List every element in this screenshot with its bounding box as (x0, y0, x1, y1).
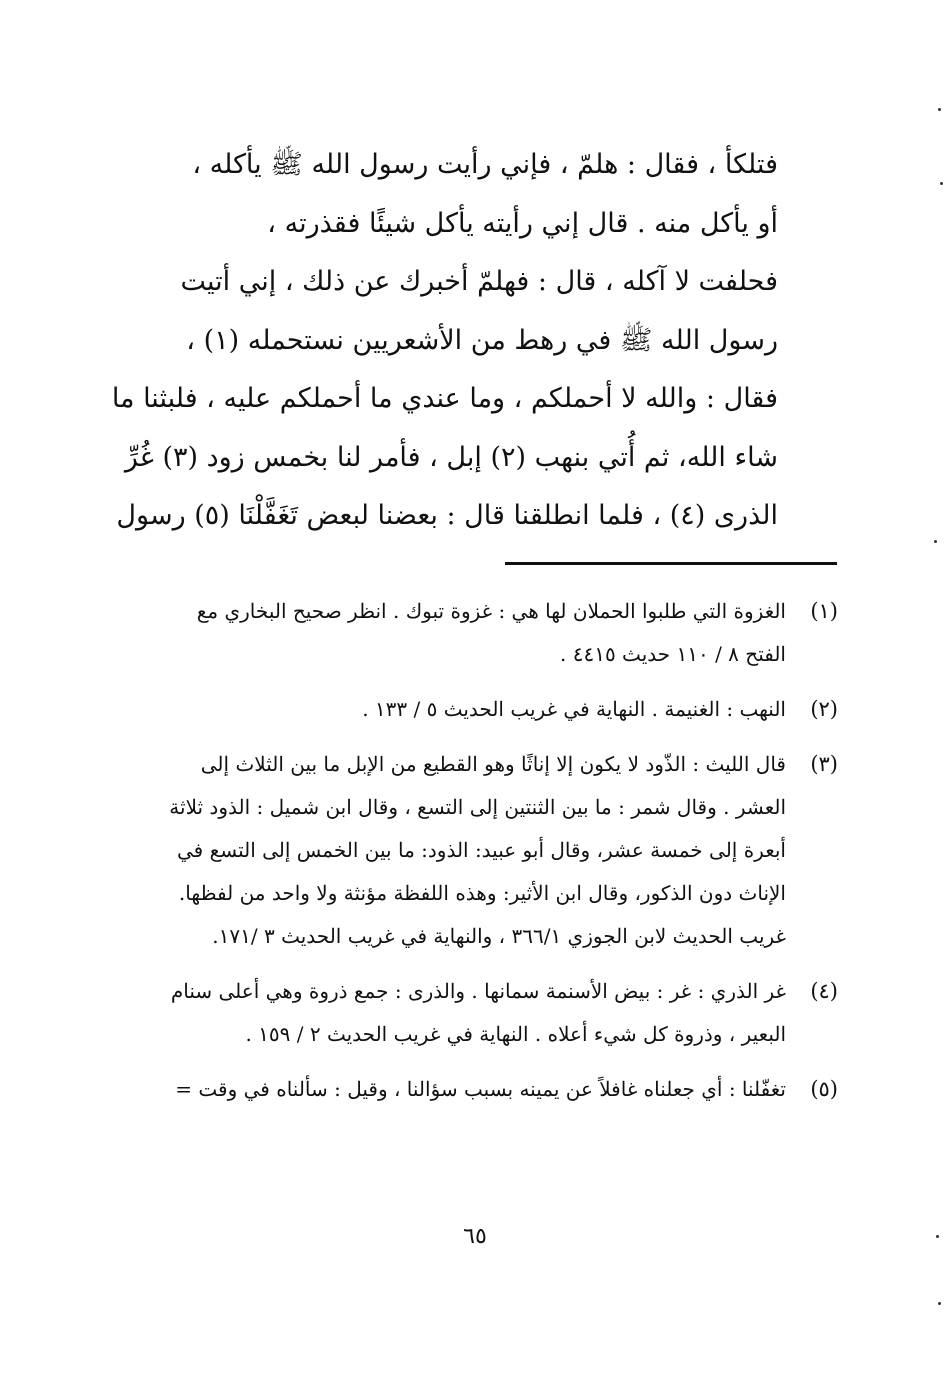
footnote-body (138, 1068, 786, 1111)
footnote-4 (138, 970, 838, 1056)
footnote-line: العشر . وقال شمر : ما بين الثنتين إلى التسع ، وقال ابن شميل : الذود ثلاثة (169, 795, 786, 819)
main-text-line: شاء الله، ثم أُتي بنهب (٢) إبل ، فأمر لنا بخمس زود (٣) غُرِّ (124, 441, 778, 473)
main-text-line: فحلفت لا آكله ، قال : فهلمّ أخبرك عن ذلك ، إني أتيت (180, 266, 778, 297)
footnote-1 (138, 590, 838, 676)
footnote-body (138, 743, 786, 958)
footnote-line: الفتح ٨ / ١١٠ حديث ٤٤١٥ . (560, 642, 786, 666)
footnote-line: البعير ، وذروة كل شيء أعلاه . النهاية في غريب الحديث ٢ / ١٥٩ . (245, 1022, 786, 1046)
footnote-line: الغزوة التي طلبوا الحملان لها هي : غزوة تبوك . انظر صحيح البخاري مع (196, 599, 786, 623)
page-number: ٦٥ (463, 1224, 487, 1249)
footnote-line: غريب الحديث لابن الجوزي ٣٦٦/١ ، والنهاية في غريب الحديث ٣ /١٧١. (212, 924, 786, 948)
footnote-line: تغفّلنا : أي جعلناه غافلاً عن يمينه بسبب سؤالنا ، وقيل : سألناه في وقت = (175, 1077, 786, 1101)
scan-speck (938, 1302, 941, 1305)
main-text-line: أو يأكل منه . قال إني رأيته يأكل شيئًا فقذرته ، (267, 207, 778, 239)
footnote-5 (138, 1068, 838, 1111)
footnote-line: أبعرة إلى خمسة عشر، وقال أبو عبيد: الذود: ما بين الخمس إلى التسع في (177, 838, 786, 862)
footnote-3 (138, 743, 838, 958)
main-text-block (111, 136, 778, 546)
footnote-number: (١) (810, 599, 838, 623)
footnote-line: قال الليث : الذّود لا يكون إلا إناثًا وهو القطيع من الإبل ما بين الثلاث إلى (200, 752, 786, 776)
scan-speck (940, 182, 943, 185)
footnote-2 (138, 688, 838, 731)
scan-speck (934, 540, 937, 543)
footnote-number: (٤) (810, 979, 838, 1003)
footnote-divider (505, 562, 837, 565)
main-text-line: فقال : والله لا أحملكم ، وما عندي ما أحملكم عليه ، فلبثنا ما (111, 383, 778, 414)
main-text-line: رسول الله ﷺ في رهط من الأشعريين نستحمله (١) ، (186, 324, 778, 356)
footnote-line: الإناث دون الذكور، وقال ابن الأثير: وهذه اللفظة مؤنثة ولا واحد من لفظها. (178, 881, 786, 905)
footnote-number: (٢) (810, 697, 838, 721)
footnote-body (138, 688, 786, 731)
scan-speck (938, 108, 941, 111)
main-text-line: الذرى (٤) ، فلما انطلقنا قال : بعضنا لبعض تَغَفَّلْنَا (٥) رسول (116, 500, 778, 531)
scan-speck (936, 1235, 939, 1238)
footnote-line: غر الذري : غر : بيض الأسنمة سمانها . والذرى : جمع ذروة وهي أعلى سنام (170, 979, 786, 1003)
footnotes-section (138, 590, 838, 1123)
main-text-line: فتلكأ ، فقال : هلمّ ، فإني رأيت رسول الله ﷺ يأكله ، (192, 149, 778, 180)
footnote-body (138, 970, 786, 1056)
footnote-number: (٥) (810, 1077, 838, 1101)
footnote-line: النهب : الغنيمة . النهاية في غريب الحديث ٥ / ١٣٣ . (362, 697, 786, 721)
footnote-body (138, 590, 786, 676)
footnote-number: (٣) (810, 752, 838, 776)
